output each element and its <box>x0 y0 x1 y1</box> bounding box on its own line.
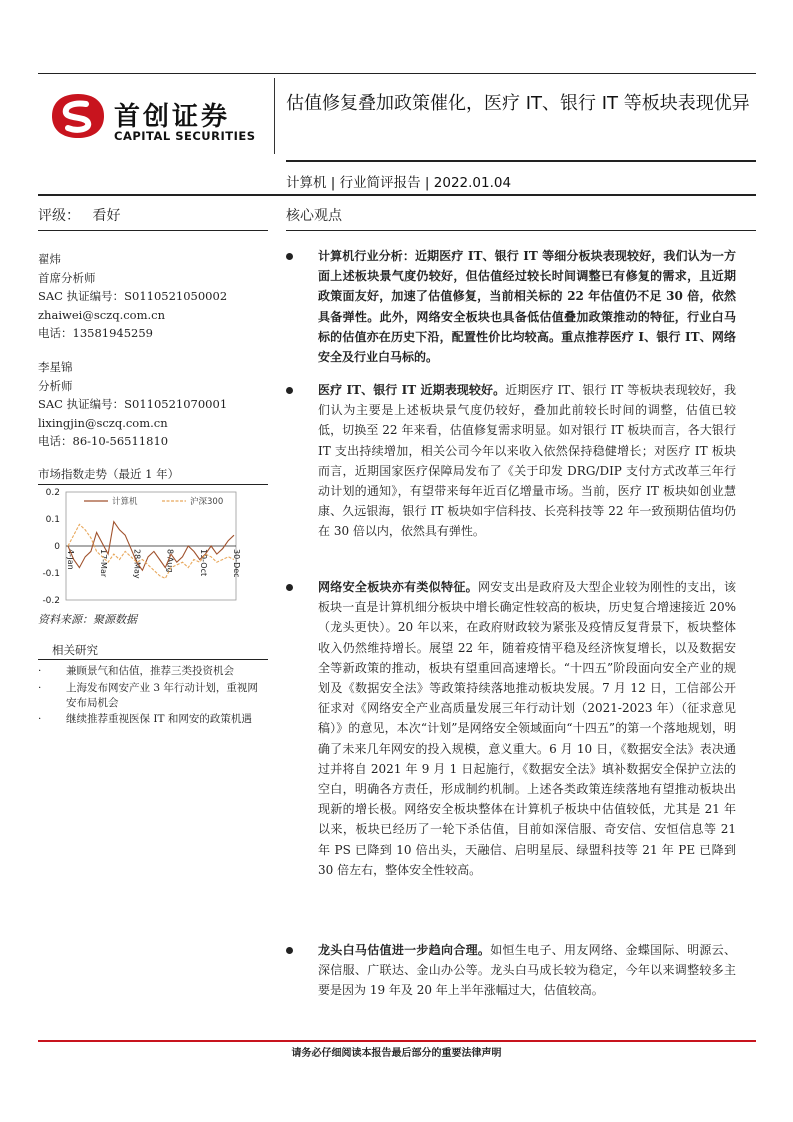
analyst-name: 翟炜 <box>38 252 61 266</box>
analyst-email[interactable]: zhaiwei@sczq.com.cn <box>38 307 166 322</box>
bullet-dot-icon: · <box>38 682 42 694</box>
analyst-card <box>38 358 227 451</box>
related-item[interactable] <box>38 712 268 727</box>
analyst-email[interactable]: lixingjin@sczq.com.cn <box>38 415 168 430</box>
bullet-dot-icon <box>286 253 293 260</box>
rating-value: 看好 <box>92 208 121 224</box>
x-tick-label: 8-Aug <box>165 549 175 573</box>
y-tick-label: 0 <box>54 542 60 552</box>
analyst-sac: SAC 执证编号：S0110521050002 <box>38 289 228 303</box>
rating <box>38 205 120 225</box>
core-point <box>286 380 736 542</box>
series-line <box>68 524 234 578</box>
analyst-role: 首席分析师 <box>38 270 96 285</box>
legend-label: 沪深300 <box>190 497 224 507</box>
x-tick-label: 28-May <box>132 549 142 579</box>
core-point-text: 近期医疗 IT、银行 IT 等板块表现较好，我们认为主要是上述板块景气度仍较好，叠加此前较长时间的调整，估值已较低，切换至 22 年来看，估值修复需求明显。如对银行 IT 板块而言，各大银行 IT 支出持续增加，相关公司今年以来收入依然保持稳健增长；对医疗 IT 板块而言，近期国家医疗保障局发布了《关于印发 DRG/DIP 支付方式改革三年行动计划的通知》，有望带来每年近百亿增量市场。当前，医疗 IT 板块如创业慧康、久远银海，银行 IT 板块如宇信科技、长亮科技等 22 年一致预期估值均仍在 30 倍以内，依然具有弹性。 <box>318 383 737 539</box>
related-item-text: 上海发布网安产业 3 年行动计划，重视网安布局机会 <box>66 682 258 709</box>
core-point-text: 如恒生电子、用友网络、金蝶国际、明源云、深信服、广联达、金山办公等。龙头白马成长较为稳定，今年以来调整较多主要是因为 19 年及 20 年上半年涨幅过大，估值较高。 <box>318 943 736 998</box>
core-point-bold: 龙头白马估值进一步趋向合理。 <box>318 943 491 957</box>
bullet-dot-icon: · <box>38 713 42 725</box>
related-rule <box>38 659 268 660</box>
header-divider <box>274 78 275 154</box>
x-tick-label: 19-Oct <box>198 549 208 577</box>
chart-title: 市场指数走势（最近 1 年） <box>38 467 180 481</box>
core-point-text: 网安支出是政府及大型企业较为刚性的支出，该板块一直是计算机细分板块中增长确定性较高的板块，历史复合增速接近 20%（龙头更快）。20 年以来，在政府财政较为紧张及疫情反复背景下，板块整体收入仍然维持增长。展望 22 年，随着疫情平稳及经济恢复增长，以及数据安全等新政策的推动，板块有望重回高速增长。“十四五”阶段面向安全产业的规划及《数据安全法》等政策持续落地推动板块发展。7 月 12 日，工信部公开征求对《网络安全产业高质量发展三年行动计划（2021-2023 年）（征求意见稿）》的意见，本次“计划”是网络安全领域面向“十四五”的第一个落地规划，明确了未来几年网安的投入规模，意义重大。6 月 10 日，《数据安全法》表决通过并将自 2021 年 9 月 1 日起施行，《数据安全法》填补数据安全保护立法的空白，明确各方责任，形成制约机制。上述各类政策连续落地有望推动板块出现新的增长极。网络安全板块整体在计算机子板块中估值较低，尤其是 21 年以来，板块已经历了一轮下杀估值，目前如深信服、奇安信、安恒信息等 21 年 PS 已降到 10 倍出头，天融信、启明星辰、绿盟科技等 21 年 PE 已降到 30 倍左右，整体安全性较高。 <box>318 580 736 877</box>
analyst-role: 分析师 <box>38 378 73 393</box>
rating-underline <box>38 230 268 231</box>
rating-label: 评级： <box>38 208 80 224</box>
core-heading: 核心观点 <box>286 208 342 224</box>
core-point <box>286 246 736 367</box>
y-tick-label: 0.1 <box>45 515 60 525</box>
related-item-text: 继续推荐重视医保 IT 和网安的政策机遇 <box>66 713 252 725</box>
y-tick-label: -0.1 <box>42 569 60 579</box>
analyst-phone: 电话：86-10-56511810 <box>38 434 169 448</box>
y-tick-label: 0.2 <box>45 488 60 498</box>
core-point-bold: 网络安全板块亦有类似特征。 <box>318 580 478 594</box>
related-item[interactable] <box>38 664 268 679</box>
chart-title-rule <box>38 484 268 485</box>
top-rule <box>38 73 756 74</box>
core-point <box>286 577 736 880</box>
related-item[interactable] <box>38 681 268 711</box>
report-meta: 计算机 | 行业简评报告 | 2022.01.04 <box>286 175 512 191</box>
analyst-phone: 电话：13581945259 <box>38 326 153 340</box>
chart-source: 资料来源：聚源数据 <box>38 613 137 626</box>
analyst-name: 李星锦 <box>38 360 73 374</box>
core-point-bold: 医疗 IT、银行 IT 近期表现较好。 <box>318 383 506 397</box>
core-point <box>286 940 736 1001</box>
x-tick-label: 4-Jan <box>66 549 75 570</box>
core-underline <box>286 230 756 231</box>
capital-securities-logo-icon <box>50 92 106 140</box>
footer-rule <box>38 1040 756 1042</box>
x-tick-label: 17-Mar <box>99 549 109 578</box>
logo-english-name: CAPITAL SECURITIES <box>114 129 256 143</box>
analyst-card <box>38 250 227 343</box>
footer-disclaimer: 请务必仔细阅读本报告最后部分的重要法律声明 <box>291 1048 502 1059</box>
x-tick-label: 30-Dec <box>232 549 241 578</box>
meta-bottom-rule <box>38 194 756 196</box>
logo-chinese-name: 首创证券 <box>114 102 231 132</box>
title-bottom-rule <box>286 160 756 162</box>
bullet-dot-icon <box>286 947 293 954</box>
related-heading: 相关研究 <box>52 643 98 657</box>
market-index-chart <box>38 488 240 606</box>
analyst-sac: SAC 执证编号：S0110521070001 <box>38 397 228 411</box>
bullet-dot-icon: · <box>38 665 42 677</box>
related-item-text: 兼顾景气和估值，推荐三类投资机会 <box>66 665 234 677</box>
legend-label: 计算机 <box>112 497 138 507</box>
bullet-dot-icon <box>286 584 293 591</box>
report-title: 估值修复叠加政策催化，医疗 IT、银行 IT 等板块表现优异 <box>286 93 750 114</box>
core-point-bold: 计算机行业分析：近期医疗 IT、银行 IT 等细分板块表现较好，我们认为一方面上述板块景气度仍较好，但估值经过较长时间调整已有修复的需求，且近期政策面友好，加速了估值修复，当前相关标的 22 年估值仍不足 30 倍，依然具备弹性。此外，网络安全板块也具备低估值叠加政策推动的特征，行业白马标的估值亦在历史下沿，配置性价比均较高。重点推荐医疗 I、银行 IT、网络安全及行业白马标的。 <box>318 249 736 365</box>
y-tick-label: -0.2 <box>42 596 60 606</box>
bullet-dot-icon <box>286 387 293 394</box>
